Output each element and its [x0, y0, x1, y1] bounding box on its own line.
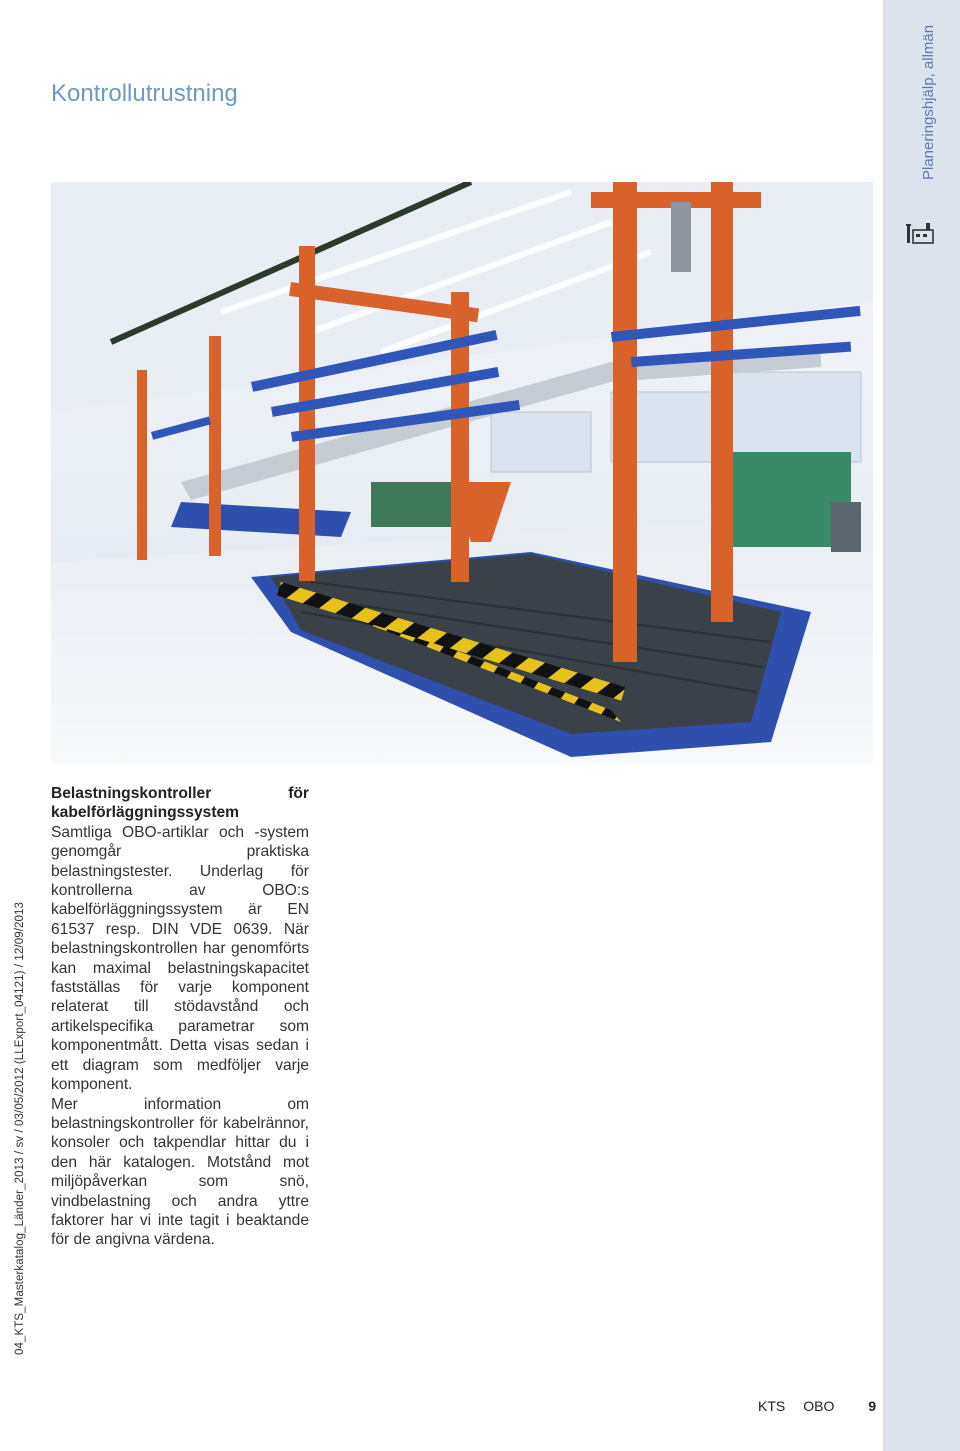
- article-paragraph: Samtliga OBO-artiklar och -system genomgår praktiska belastningstester. Underlag för kontrollerna av OBO:s kabelförläggningssystem är EN 61537 resp. DIN VDE 0639. När belastningskontrollen har genomförts kan maximal belastningskapacitet fastställas för varje komponent relaterat till stödavstånd och artikelspecifika parametrar som komponentmått. Detta visas sedan i ett diagram som medföljer varje komponent.: [51, 823, 309, 1094]
- section-label: Planeringshjälp, allmän: [920, 24, 937, 180]
- test-lab-photo: [51, 182, 873, 764]
- article-heading: Belastningskontroller för kabelförläggningssystem: [51, 785, 309, 822]
- page-title: Kontrollutrustning: [51, 80, 238, 107]
- document-slug: 04_KTS_Masterkatalog_Länder_2013 / sv / 03/05/2012 (LLExport_04121) / 12/09/2013: [14, 902, 26, 1355]
- page-footer: [758, 1398, 876, 1414]
- side-strip: [883, 0, 960, 1451]
- brand-kts: KTS: [758, 1398, 786, 1414]
- article-paragraph: Mer information om belastningskontroller för kabelrännor, konsoler och takpendlar hittar du i den här katalogen. Motstånd mot miljöpåverkan som snö, vindbelastning och andra yttre faktorer har vi inte tagit i beaktande för de angivna värdena.: [51, 1095, 309, 1249]
- tools-icon: [906, 222, 934, 244]
- brand-obo: OBO: [803, 1398, 835, 1414]
- article-body: [51, 784, 309, 1250]
- page-number: 9: [868, 1398, 877, 1414]
